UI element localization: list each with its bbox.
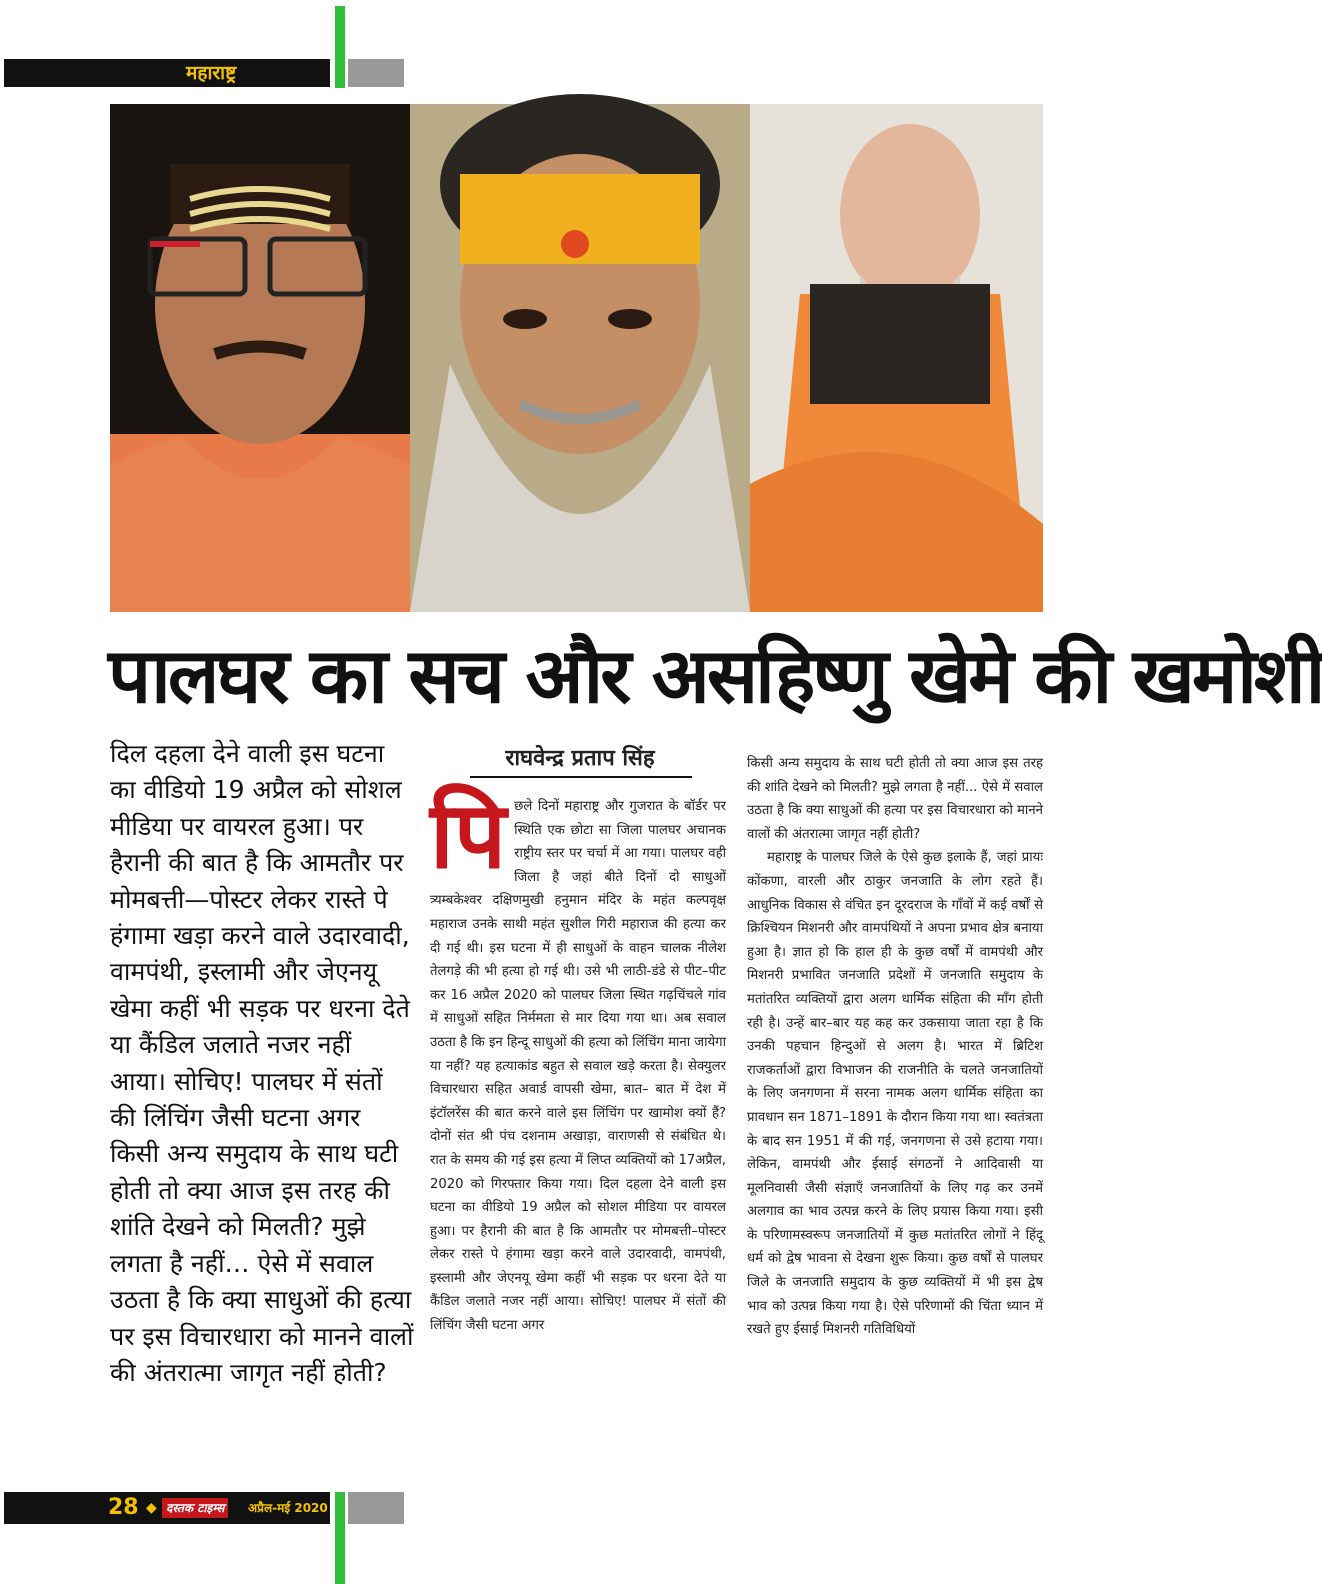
byline-underline [470,776,692,778]
issue-date: अप्रैल-मई 2020 [248,1501,328,1515]
photo-right-elderly-sadhu [750,104,1043,612]
page-number: 28 [108,1495,139,1520]
footer-green-accent [335,1492,345,1584]
headline: पालघर का सच और असहिष्णु खेमे की खमोशी [108,631,1322,720]
header-bar [4,59,330,87]
article-text-col1: छले दिनों महाराष्ट्र और गुजरात के बॉर्डर पर स्थिति एक छोटा सा जिला पालघर अचानक राष्ट्रीय स्तर पर चर्चा में आ गया। पालघर वही जिला है जहां बीते दिनों दो साधुओं त्र्यम्बकेश्वर दक्षिणमुखी हनुमान मंदिर के महंत कल्पवृक्ष महाराज उनके साथी महंत सुशील गिरी महाराज की हत्या कर दी गई थी। इस घटना में ही साधुओं के वाहन चालक नीलेश तेलगड़े की भी हत्या हो गई थी। उसे भी लाठी-डंडे से पीट–पीट कर 16 अप्रैल 2020 को पालघर जिला स्थित गढ़चिंचले गांव में साधुओं सहित निर्ममता से मार दिया गया था। अब सवाल उठता है कि इन हिन्दू साधुओं की हत्या को लिंचिंग माना जायेगा या नहीं? यह हत्याकांड बहुत से सवाल खड़े करता है। सेक्युलर विचारधारा सहित अवार्ड वापसी खेमा, बात– बात में देश में इंटॉलरेंस की बात करने वाले इस लिंचिंग पर खामोश क्यों हैं? दोनों संत श्री पंच दशनाम अखाड़ा, वाराणसी से संबंधित थे। रात के समय की गई इस हत्या में लिप्त व्यक्तियों को 17अप्रैल, 2020 को गिरफ्तार किया गया। दिल दहला देने वाली इस घटना का वीडियो 19 अप्रैल को सोशल मीडिया पर वायरल हुआ। पर हैरानी की बात है कि आमतौर पर मोमबत्ती–पोस्टर लेकर रास्ते पे हंगामा खड़ा करने वाले उदारवादी, वामपंथी, इस्लामी और जेएनयू खेमा कहीं भी सड़क पर धरना देते या कैंडिल जलाते नजर नहीं आया। सोचिए! पालघर में संतों की लिंचिंग जैसी घटना अगर [430,799,726,1334]
article-paragraph: किसी अन्य समुदाय के साथ घटी होती तो क्या आज इस तरह की शांति देखने को मिलती? मुझे लगता है नहीं... ऐसे में सवाल उठता है कि क्या साधुओं की हत्या पर इस विचारधारा को मानने वालों की अंतरात्मा जागृत नहीं होती? [747,756,1043,842]
pull-quote: दिल दहला देने वाली इस घटना का वीडियो 19 अप्रैल को सोशल मीडिया पर वायरल हुआ। पर हैरानी की बात है कि आमतौर पर मोमबत्ती—पोस्टर लेकर रास्ते पे हंगामा खड़ा करने वाले उदारवादी, वामपंथी, इस्लामी और जेएनयू खेमा कहीं भी सड़क पर धरना देते या कैंडिल जलाते नजर नहीं आया। सोचिए! पालघर में संतों की लिंचिंग जैसी घटना अगर किसी अन्य समुदाय के साथ घटी होती तो क्या आज इस तरह की शांति देखने को मिलती? मुझे लगता है नहीं… ऐसे में सवाल उठता है कि क्या साधुओं की हत्या पर इस विचारधारा को मानने वालों की अंतरात्मा जागृत नहीं होती? [110,739,414,1387]
footer-gray-accent [348,1492,404,1524]
article-column-1 [430,782,726,1338]
byline: राघवेन्द्र प्रताप सिंह [505,746,655,771]
diamond-icon: ◆ [146,1500,157,1516]
photo-left-man-with-glasses [110,104,410,612]
drop-cap: पि [430,782,507,889]
header-green-accent [335,6,345,88]
article-paragraph: महाराष्ट्र के पालघर जिले के ऐसे कुछ इलाके हैं, जहां प्रायः कोंकणा, वारली और ठाकुर जनजाति के लोग रहते हैं। आधुनिक विकास से वंचित इन दूरदराज के गाँवों में कई वर्षों से क्रिश्चियन मिशनरी और वामपंथियों ने अपना प्रभाव क्षेत्र बनाया हुआ है। ज्ञात हो कि हाल ही के कुछ वर्षों में वामपंथी और मिशनरी प्रभावित जनजाति प्रदेशों में जनजाति समुदाय के मतांतरित व्यक्तियों द्वारा अलग धार्मिक संहिता की माँग होती रही है। उन्हें बार–बार यह कह कर उकसाया जाता रहा है कि उनकी पहचान हिन्दुओं से अलग है। भारत में ब्रिटिश राजकर्ताओं द्वारा विभाजन की राजनीति के चलते जनजातियों के लिए जनगणना में सरना नामक अलग धार्मिक संहिता का प्रावधान सन 1871–1891 के दौरान किया गया था। स्वतंत्रता के बाद सन 1951 में की गई, जनगणना से उसे हटाया गया। लेकिन, वामपंथी और ईसाई संगठनों ने आदिवासी या मूलनिवासी जैसी संज्ञाएँ जनजातियों के लिए गढ़ कर उनमें अलगाव का भाव उत्पन्न करने के लिए प्रयास किया गया। इसी के परिणामस्वरूप जनजातियों में कुछ मतांतरित लोगों ने हिंदू धर्म को द्वेष भावना से देखना शुरू किया। कुछ वर्षों से पालघर जिले के जनजाति समुदाय के कुछ व्यक्तियों में भी इस द्वेष भाव को उत्पन्न किया गया है। ऐसे परिणामों की चिंता ध्यान में रखते हुए ईसाई मिशनरी गतिविधियों [747,850,1043,1338]
header-gray-accent [348,59,404,87]
section-label: महाराष्ट्र [186,62,237,84]
photo-center-sadhu-with-beard [410,104,750,612]
magazine-logo: दस्तक टाइम्स [162,1498,228,1518]
article-column-2 [747,752,1043,1342]
